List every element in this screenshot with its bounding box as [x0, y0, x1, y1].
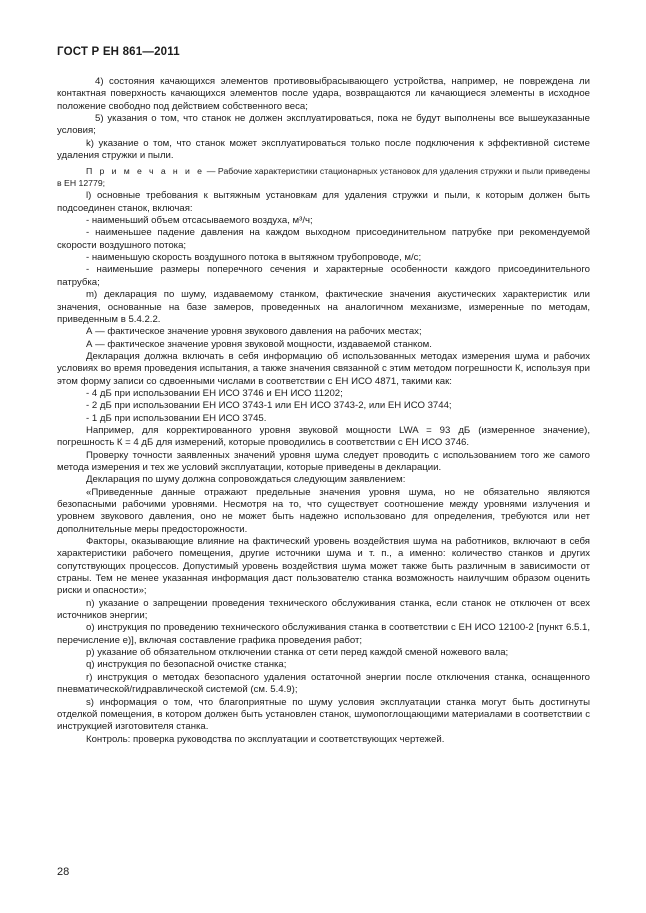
list-item: - наименьшее падение давления на каждом выходном присоединительном патрубке при рекомендуемой скорости воздушного потока;: [57, 227, 590, 251]
paragraph: Например, для корректированного уровня звуковой мощности LWA = 93 дБ (измеренное значение), погрешность К = 4 дБ для измерений, которые проводились в соответствии с ЕН ИСО 3746.: [57, 424, 590, 449]
paragraph: s) информация о том, что благоприятные по шуму условия эксплуатации станка могут быть достигнуты отделкой помещения, в котором должен быть установлен станок, шумопоглощающими материалами в соответствии с инструкцией изготовителя станка.: [57, 696, 590, 733]
paragraph: p) указание об обязательном отключении станка от сети перед каждой сменой ножевого вала;: [86, 647, 509, 659]
paragraph: 4) состояния качающихся элементов противовыбрасывающего устройства, например, не повреждена ли контактная поверхность качающихся элементов после удара, возвращаются ли качающиеся элементы в исходное положение свободно под действием собственного веса;: [57, 76, 590, 112]
note-text: — Рабочие характеристики стационарных установок для удаления стружки и пыли приведены в ЕН 12779;: [57, 166, 590, 188]
quote-paragraph: «Приведенные данные отражают предельные значения уровня шума, но не обязательно являются безопасными рабочими уровнями. Несмотря на то, что существует соотношение между уровнями излучения и уровнем звукового давления, оно не может быть надежно использовано для определения, требуются или нет дополнительные меры предосторожности.: [57, 486, 590, 535]
paragraph: k) указание о том, что станок может эксплуатироваться только после подключения к эффективной системе удаления стружки и пыли.: [57, 137, 590, 162]
list-item: - наименьшие размеры поперечного сечения и характерные особенности каждого присоединительного патрубка;: [57, 264, 590, 288]
paragraph: Контроль: проверка руководства по эксплуатации и соответствующих чертежей.: [86, 733, 445, 745]
paragraph: Декларация по шуму должна сопровождаться следующим заявлением:: [86, 474, 406, 486]
paragraph: m) декларация по шуму, издаваемому станком, фактические значения акустических характеристик или значения, основанные на базе замеров, проведенных на аналогичном механизме, измеренные по методам, приведенным в 5.4.2.2.: [57, 289, 590, 325]
note: [57, 166, 590, 189]
paragraph: Проверку точности заявленных значений уровня шума следует проводить с использованием того же самого метода измерения и тех же условий эксплуатации, которые приведены в декларации.: [57, 449, 590, 473]
paragraph: А — фактическое значение уровня звукового давления на рабочих местах;: [86, 326, 422, 338]
document-body: [57, 76, 590, 746]
page-number: 28: [57, 866, 70, 878]
list-item: - наименьший объем отсасываемого воздуха, м³/ч;: [86, 215, 313, 227]
quote-paragraph: Факторы, оказывающие влияние на фактический уровень воздействия шума на работников, включают в себя характеристики рабочего помещения, другие источники шума и т. п., а именно: количество станков и других сопутствующих процессов. Допустимый уровень воздействия шума может также быть различным в зависимости от страны. Тем не менее указанная информация даст пользователю станка возможность наилучшим образом оценить риски и опасности»;: [57, 536, 590, 597]
paragraph: q) инструкция по безопасной очистке станка;: [86, 659, 287, 671]
list-item: - 4 дБ при использовании ЕН ИСО 3746 и ЕН ИСО 11202;: [86, 387, 343, 399]
paragraph: Декларация должна включать в себя информацию об использованных методах измерения шума и рабочих условиях во время проведения испытания, а также значения связанной с этим методом погрешности К, используя при этом форму записи со сдвоенными числами в соответствии с ЕН ИСО 4871, такими как:: [57, 350, 590, 387]
paragraph: 5) указания о том, что станок не должен эксплуатироваться, пока не будут выполнены все вышеуказанные условия;: [57, 113, 590, 137]
paragraph: n) указание о запрещении проведения технического обслуживания станка, если станок не отключен от всех источников энергии;: [57, 597, 590, 622]
note-label: П р и м е ч а н и е: [86, 166, 205, 177]
list-item: - наименьшую скорость воздушного потока в вытяжном трубопроводе, м/с;: [86, 252, 422, 264]
paragraph: r) инструкция о методах безопасного удаления остаточной энергии после отключения станка, оснащенного пневматической/гидравлической системой (см. 5.4.9);: [57, 671, 590, 696]
paragraph: А — фактическое значение уровня звуковой мощности, издаваемой станком.: [86, 338, 432, 350]
list-item: - 2 дБ при использовании ЕН ИСО 3743-1 или ЕН ИСО 3743-2, или ЕН ИСО 3744;: [86, 400, 452, 412]
document-header: ГОСТ Р ЕН 861—2011: [57, 46, 180, 58]
list-item: - 1 дБ при использовании ЕН ИСО 3745.: [86, 412, 267, 424]
paragraph: o) инструкция по проведению технического обслуживания станка в соответствии с ЕН ИСО 12100-2 [пункт 6.5.1, перечисление е)], включая составление графика проведения работ;: [57, 622, 590, 646]
paragraph: l) основные требования к вытяжным установкам для удаления стружки и пыли, к которым должен быть подсоединен станок, включая:: [57, 190, 590, 214]
